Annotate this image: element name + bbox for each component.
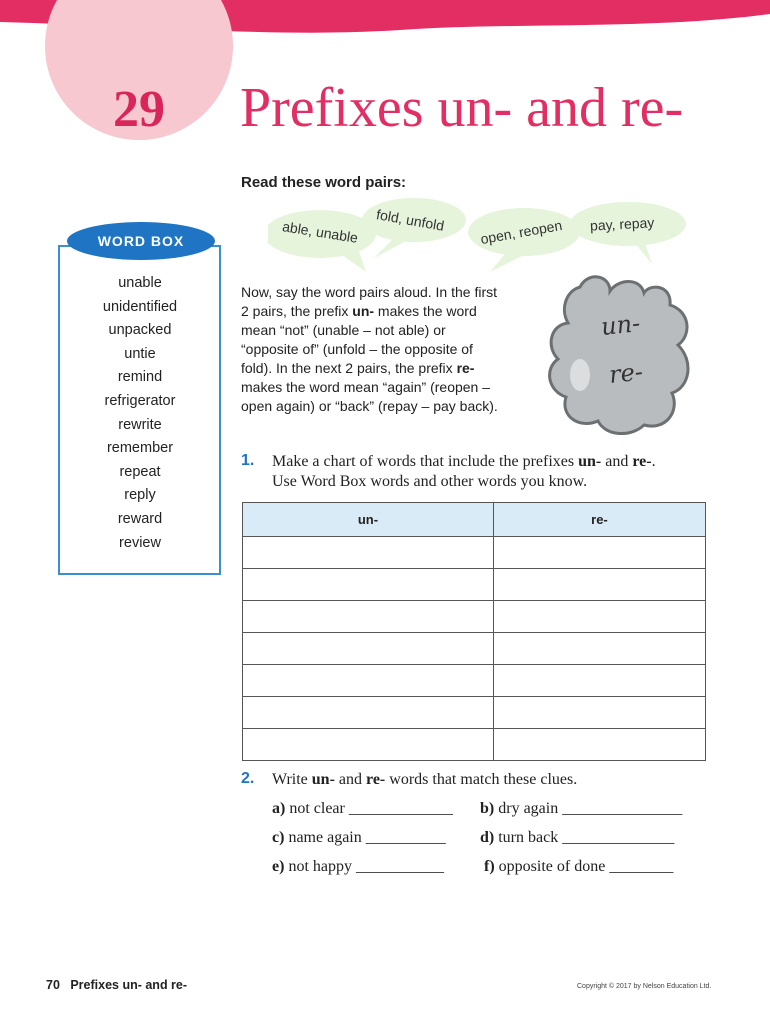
chart-header-re: re- xyxy=(493,503,705,537)
clue-f xyxy=(484,858,673,876)
intro-prefix-un: un- xyxy=(352,303,375,319)
clue-letter: b) xyxy=(480,800,495,817)
question-2-text xyxy=(272,770,712,790)
chart-cell-re[interactable] xyxy=(493,665,705,697)
word-box-item: reward xyxy=(117,510,163,527)
word-box-item: unidentified xyxy=(102,298,178,315)
word-box-item: review xyxy=(119,534,161,551)
word-box-item: remind xyxy=(117,369,163,386)
word-box-list xyxy=(60,272,220,555)
clue-text: dry again xyxy=(498,800,559,817)
word-box-item: unpacked xyxy=(108,322,172,339)
intro-paragraph xyxy=(241,283,503,416)
chart-row xyxy=(243,633,706,665)
answer-blank[interactable]: _____________ xyxy=(348,800,453,817)
question-1-text-line2: Use Word Box words and other words you know. xyxy=(272,473,588,490)
footer-page-label xyxy=(46,978,187,992)
page-title: Prefixes un- and re- xyxy=(240,77,684,139)
chart-cell-re[interactable] xyxy=(493,537,705,569)
clue-letter: e) xyxy=(272,858,285,875)
answer-blank[interactable]: __________ xyxy=(365,829,446,846)
clue-c xyxy=(272,829,446,847)
footer-copyright: Copyright © 2017 by Nelson Education Ltd. xyxy=(577,983,712,990)
question-2-text-a: Write xyxy=(272,771,312,788)
clue-text: not happy xyxy=(288,858,352,875)
chart-row xyxy=(243,569,706,601)
word-box-item: rewrite xyxy=(118,416,162,433)
intro-prefix-re: re- xyxy=(456,360,475,376)
answer-blank[interactable]: ______________ xyxy=(562,829,675,846)
answer-blank[interactable]: _______________ xyxy=(562,800,683,817)
clue-a xyxy=(272,800,453,818)
question-1-text xyxy=(272,452,712,492)
word-box-item: untie xyxy=(124,345,156,362)
chart-cell-un[interactable] xyxy=(243,633,494,665)
clue-text: opposite of done xyxy=(498,858,606,875)
chart-header-un: un- xyxy=(243,503,494,537)
intro-text-3: makes the word mean “again” (reopen – open again) or “back” (repay – pay back). xyxy=(241,379,498,414)
answer-blank[interactable]: ___________ xyxy=(355,858,444,875)
chart-body xyxy=(243,537,706,761)
question-1-text-a: Make a chart of words that include the prefixes xyxy=(272,453,579,470)
clue-d xyxy=(480,829,674,847)
intro-text-1: Now, say the word pairs aloud. In the first 2 pairs, the prefix xyxy=(241,284,498,319)
chart-row xyxy=(243,601,706,633)
question-2-number: 2. xyxy=(241,770,255,787)
chart-row xyxy=(243,729,706,761)
question-2-text-b: and xyxy=(334,771,367,788)
chart-cell-un[interactable] xyxy=(243,665,494,697)
word-box-title: WORD BOX xyxy=(67,222,215,260)
question-2-text-c: words that match these clues. xyxy=(385,771,578,788)
chart-row xyxy=(243,665,706,697)
word-box-item: remember xyxy=(106,440,174,457)
word-box-item: unable xyxy=(118,275,162,291)
chart-cell-re[interactable] xyxy=(493,697,705,729)
clue-b xyxy=(480,800,682,818)
read-label: Read these word pairs: xyxy=(241,174,407,191)
question-1-bold-un: un- xyxy=(578,453,602,470)
question-1-number: 1. xyxy=(241,452,255,469)
word-box-item: refrigerator xyxy=(104,392,176,409)
word-pair-3: open, reopen xyxy=(479,216,564,248)
clue-text: name again xyxy=(288,829,362,846)
prefix-blob-illustration xyxy=(540,265,700,440)
clue-letter: c) xyxy=(272,829,285,846)
clue-e xyxy=(272,858,444,876)
word-pair-2: fold, unfold xyxy=(375,206,446,234)
chart-cell-re[interactable] xyxy=(493,633,705,665)
chart-cell-un[interactable] xyxy=(243,729,494,761)
clue-letter: f) xyxy=(484,858,495,875)
footer-page-number: 70 xyxy=(46,978,60,992)
chart-row xyxy=(243,697,706,729)
prefix-chart-table xyxy=(242,502,706,761)
question-1-text-c: . xyxy=(651,453,656,470)
blob-text-un: un- xyxy=(599,309,642,341)
intro-text-2: makes the word mean “not” (unable – not able) or “opposite of” (unfold – the opposite of fold). In the next 2 pairs, the prefix xyxy=(241,303,477,376)
word-pair-bubbles xyxy=(268,198,690,274)
chart-cell-un[interactable] xyxy=(243,537,494,569)
clue-text: not clear xyxy=(289,800,345,817)
word-pair-4: pay, repay xyxy=(589,214,655,234)
chart-cell-re[interactable] xyxy=(493,729,705,761)
blob-text-re: re- xyxy=(607,357,645,389)
chart-cell-un[interactable] xyxy=(243,569,494,601)
question-2-bold-un: un- xyxy=(311,771,335,788)
footer-section: Prefixes un- and re- xyxy=(70,978,188,992)
chart-cell-re[interactable] xyxy=(493,601,705,633)
chart-cell-un[interactable] xyxy=(243,601,494,633)
chart-row xyxy=(243,537,706,569)
question-1-text-b: and xyxy=(601,453,633,470)
lesson-number: 29 xyxy=(113,81,165,138)
question-1-bold-re: re- xyxy=(632,453,652,470)
chart-cell-un[interactable] xyxy=(243,697,494,729)
chart-cell-re[interactable] xyxy=(493,569,705,601)
answer-blank[interactable]: ________ xyxy=(609,858,674,875)
clue-text: turn back xyxy=(498,829,559,846)
word-box-item: reply xyxy=(124,487,156,504)
clue-letter: a) xyxy=(272,800,286,817)
word-pair-1: able, unable xyxy=(281,218,360,246)
question-2-bold-re: re- xyxy=(366,771,386,788)
word-box-item: repeat xyxy=(119,463,161,480)
clue-letter: d) xyxy=(480,829,495,846)
